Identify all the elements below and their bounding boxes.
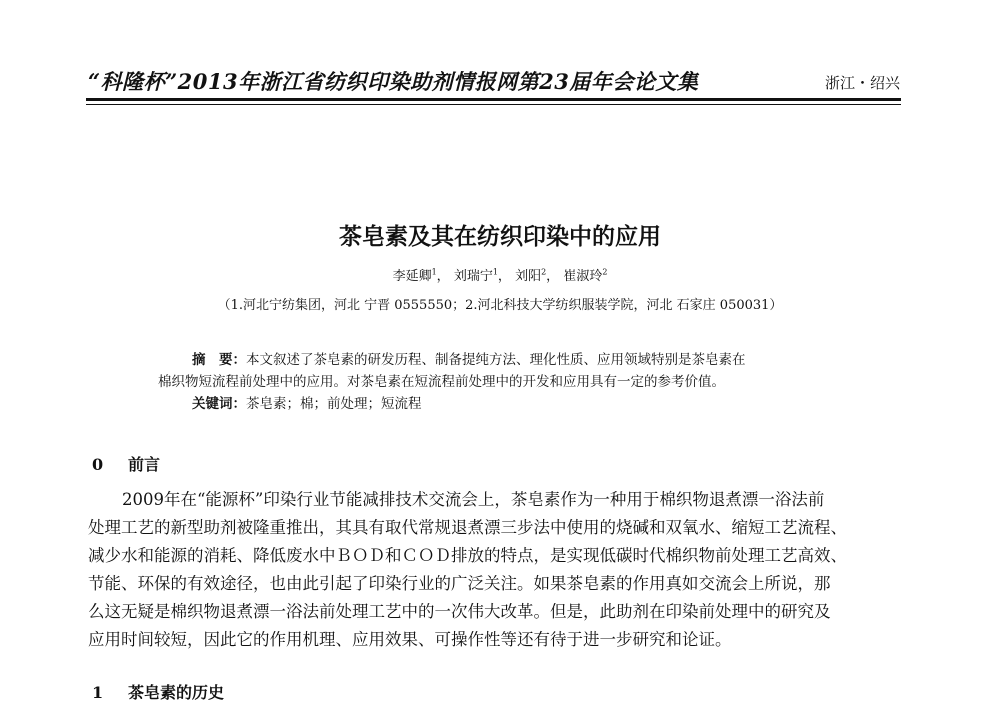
header-rule-thin <box>86 104 901 105</box>
section-number: 1 <box>92 683 104 702</box>
article-title: 茶皂素及其在纺织印染中的应用 <box>339 224 661 250</box>
abstract-label: 摘 要： <box>192 352 246 368</box>
section-title: 茶皂素的历史 <box>128 683 225 702</box>
abstract-text: 本文叙述了茶皂素的研发历程、制备提纯方法、理化性质、应用领域特别是茶皂素在 <box>246 352 746 368</box>
paragraph-line: 应用时间较短，因此它的作用机理、应用效果、可操作性等还有待于进一步研究和论证。 <box>88 630 732 649</box>
affiliation: （1.河北宁纺集团，河北 宁晋 0555550；2.河北科技大学纺织服装学院，河北 石家庄 050031） <box>217 298 783 313</box>
section-heading-history <box>92 680 224 703</box>
header-rule-thick <box>86 98 901 101</box>
keywords-label: 关键词： <box>192 396 246 412</box>
section-title: 前言 <box>128 455 161 474</box>
author-affiliation-mark: 2 <box>541 267 547 277</box>
author-affiliation-mark: 1 <box>431 267 437 277</box>
running-header-left: “科隆杯”2013年浙江省纺织印染助剂情报网第23届年会论文集 <box>88 69 699 94</box>
author-affiliation-mark: 1 <box>492 267 498 277</box>
author-name: 刘阳 <box>515 269 542 284</box>
author-list: 李延卿$^1$， 刘瑞宁$^1$， 刘阳$^2$， 崔淑玲$^2$ <box>392 267 608 284</box>
abstract-text: 棉织物短流程前处理中的应用。对茶皂素在短流程前处理中的开发和应用具有一定的参考价值。 <box>158 374 725 390</box>
author-affiliation-mark: 2 <box>602 267 608 277</box>
section-heading-intro <box>92 452 160 475</box>
author-name: 李延卿 <box>392 269 432 284</box>
paragraph-line: 么这无疑是棉织物退煮漂一浴法前处理工艺中的一次伟大改革。但是，此助剂在印染前处理中的研究及 <box>88 602 831 621</box>
keywords-text: 茶皂素；棉；前处理；短流程 <box>246 396 422 412</box>
running-header-right: 浙江・绍兴 <box>824 74 900 92</box>
abstract-line-1 <box>192 348 746 368</box>
paragraph-line: 处理工艺的新型助剂被隆重推出，其具有取代常规退煮漂三步法中使用的烧碱和双氧水、缩短工艺流程、 <box>88 518 847 537</box>
paragraph-line: 2009年在“能源杯”印染行业节能减排技术交流会上，茶皂素作为一种用于棉织物退煮漂一浴法前 <box>122 490 825 509</box>
paragraph-line: 节能、环保的有效途径，也由此引起了印染行业的广泛关注。如果茶皂素的作用真如交流会上所说，那 <box>88 574 831 593</box>
abstract-line-2 <box>158 370 725 390</box>
section-number: 0 <box>92 455 104 474</box>
author-name: 刘瑞宁 <box>453 269 493 284</box>
keywords-line <box>192 392 422 412</box>
paragraph-line: 减少水和能源的消耗、降低废水中ＢＯＤ和ＣＯＤ排放的特点，是实现低碳时代棉织物前处理工艺高效、 <box>88 546 847 565</box>
author-name: 崔淑玲 <box>563 269 603 284</box>
